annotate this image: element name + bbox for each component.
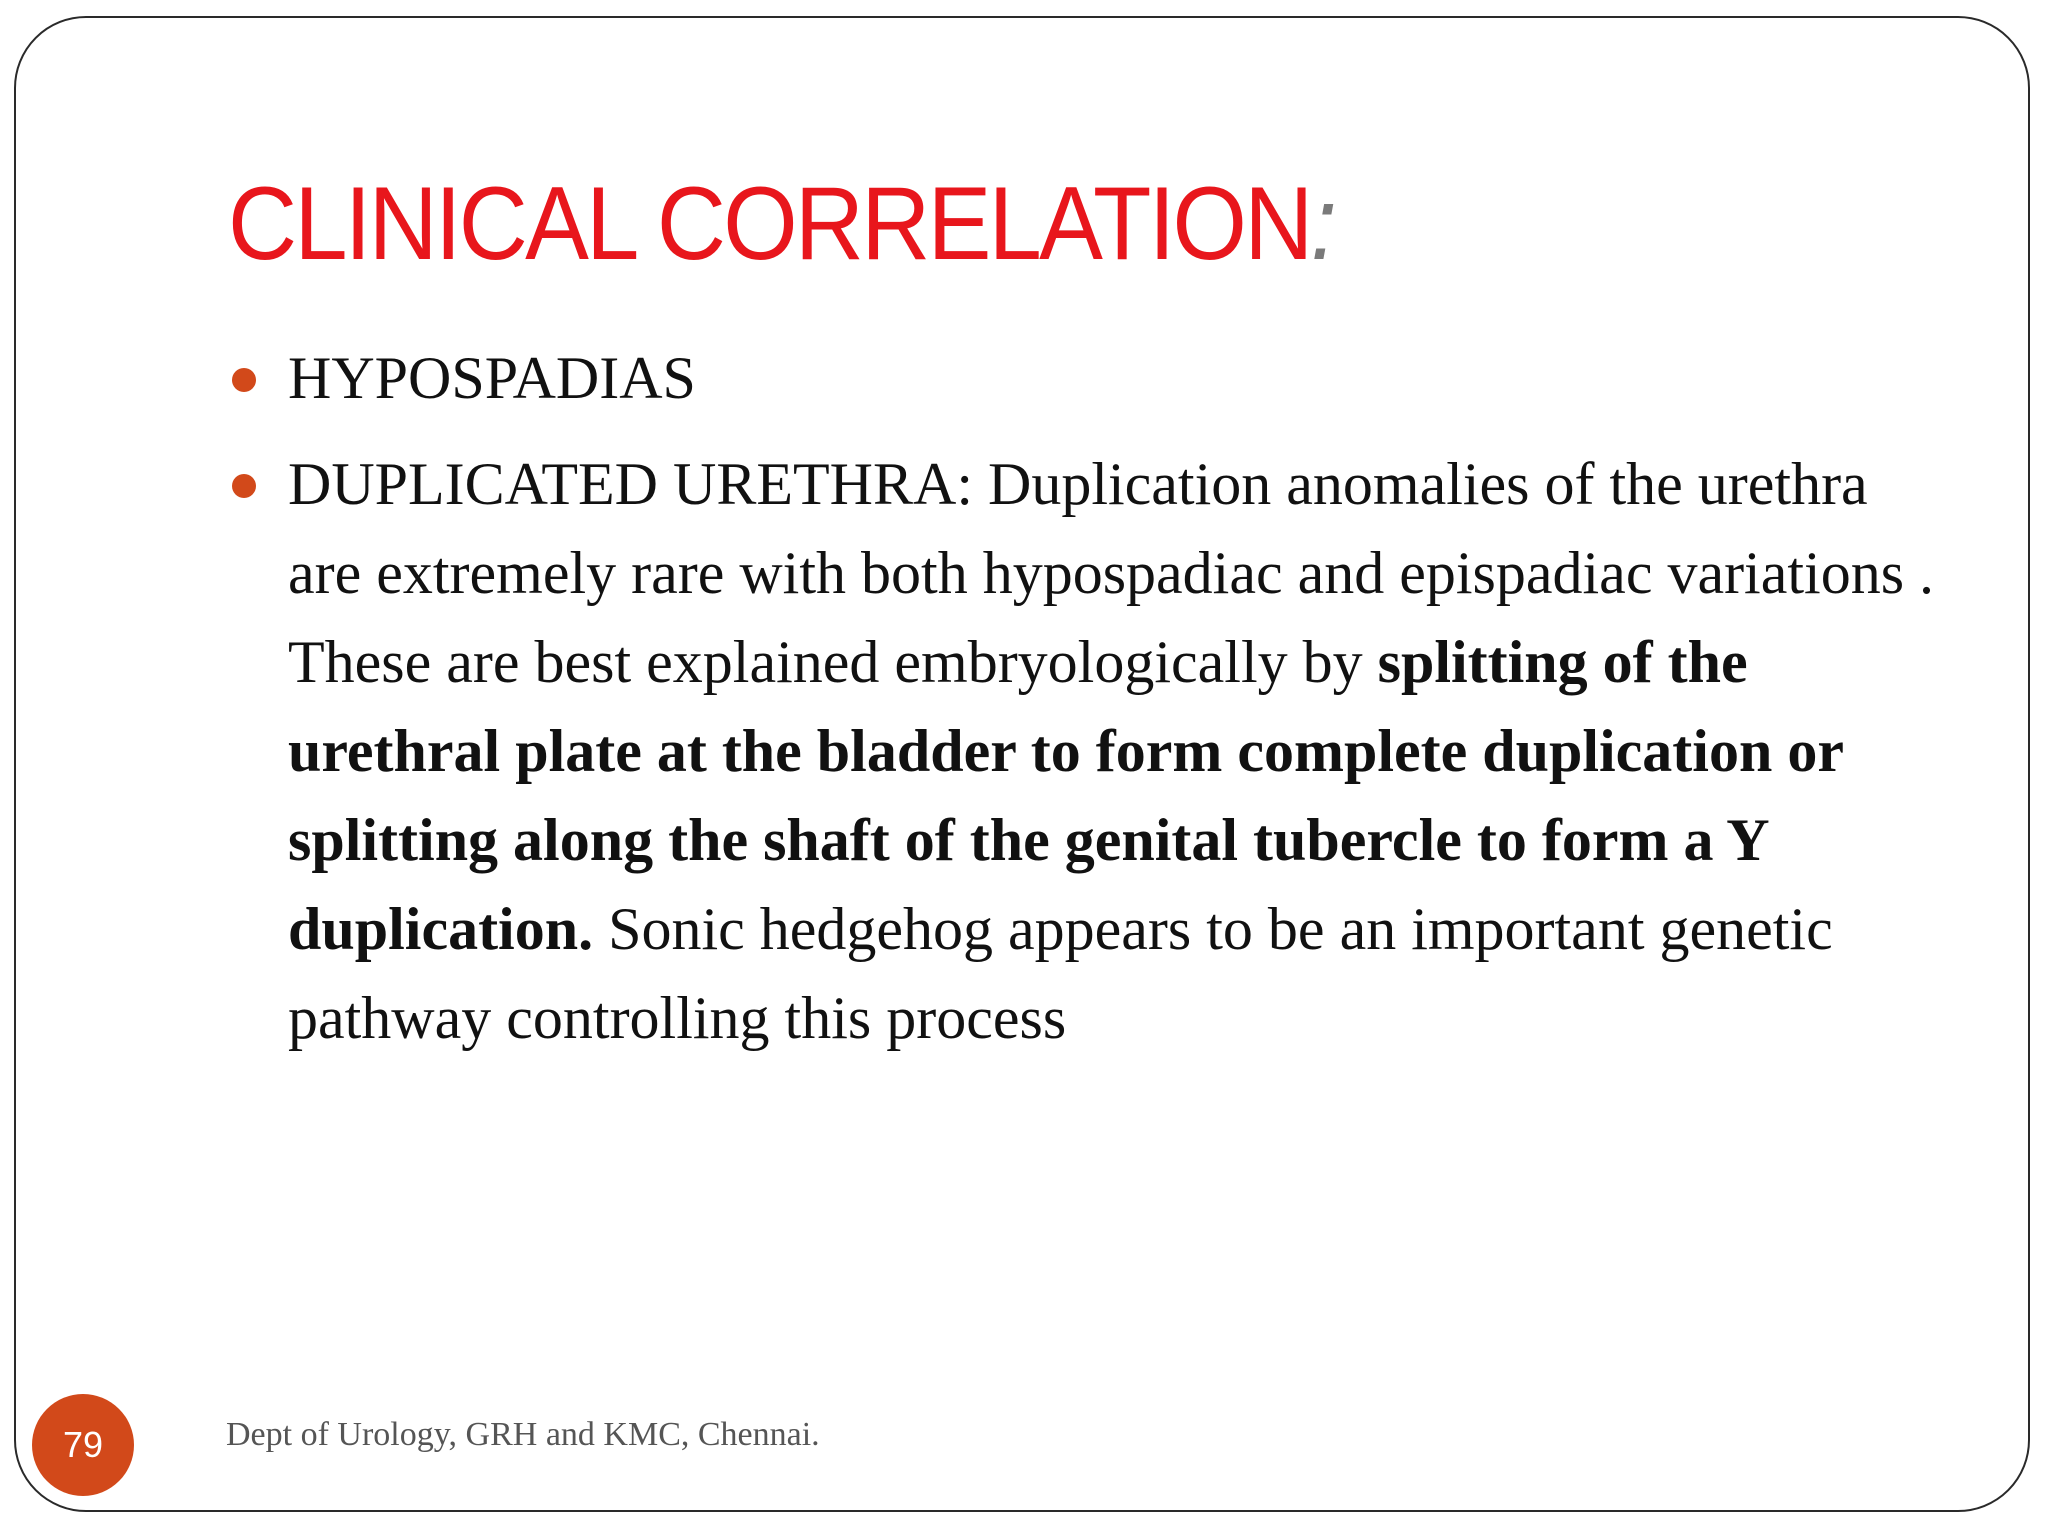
bullet-text: HYPOSPADIAS	[288, 345, 696, 411]
slide-title-text: CLINICAL CORRELATION	[228, 166, 1311, 282]
bullet-item-hypospadias	[288, 334, 1948, 423]
bullet-tail-text: Sonic hedgehog appears to be an important genetic pathway controlling this process	[288, 896, 1833, 1051]
slide-title	[228, 166, 1335, 282]
bullet-lead-text: DUPLICATED URETHRA: Duplication anomalies of the urethra are extremely rare with both hypospadiac and epispadiac variations . These are best explained embryologically by	[288, 451, 1935, 695]
bullet-dot-icon	[232, 474, 256, 498]
bullet-item-duplicated-urethra	[288, 440, 1948, 1063]
bullet-dot-icon	[232, 368, 256, 392]
bullet-bold-text: splitting of the urethral plate at the bladder to form complete duplication or splitting along the shaft of the genital tubercle to form a Y duplication.	[288, 629, 1843, 962]
slide-number-badge: 79	[32, 1394, 134, 1496]
slide-title-colon: :	[1310, 166, 1335, 282]
footer-text: Dept of Urology, GRH and KMC, Chennai.	[226, 1416, 820, 1453]
